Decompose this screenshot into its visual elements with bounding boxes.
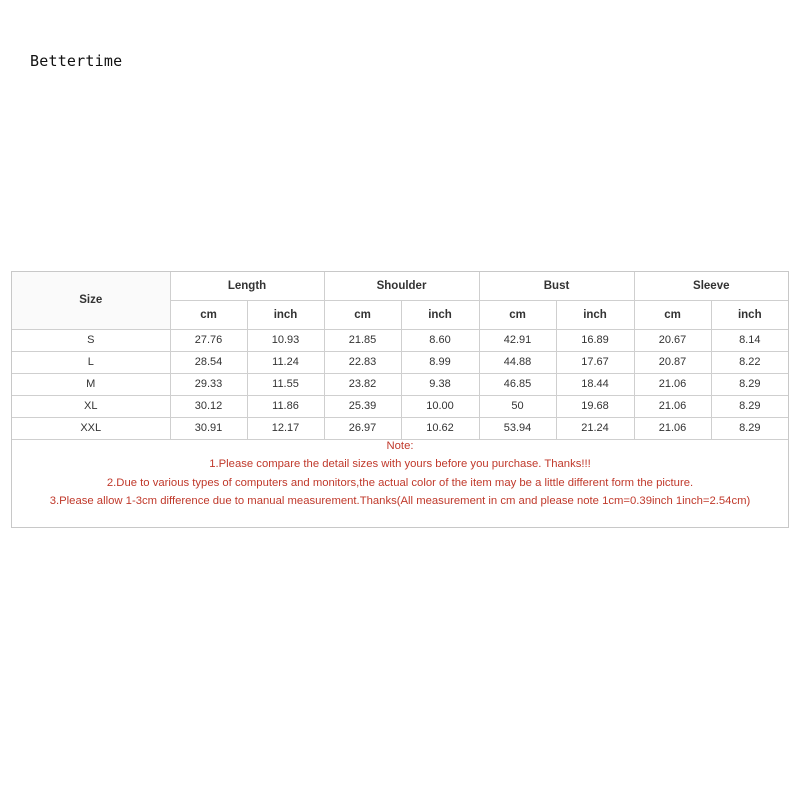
size-label-cell: XXL xyxy=(12,417,170,439)
cell-sleeve-inch: 8.29 xyxy=(711,373,788,395)
cell-shoulder-inch: 9.38 xyxy=(401,373,479,395)
header-row-groups xyxy=(12,272,788,300)
cell-shoulder-cm: 22.83 xyxy=(324,351,401,373)
cell-bust-cm: 42.91 xyxy=(479,329,556,351)
table-row xyxy=(12,329,788,351)
size-label-cell: XL xyxy=(12,395,170,417)
size-chart-sheet xyxy=(11,271,789,528)
cell-shoulder-cm: 21.85 xyxy=(324,329,401,351)
cell-sleeve-cm: 21.06 xyxy=(634,417,711,439)
cell-bust-inch: 16.89 xyxy=(556,329,634,351)
bust-group-header: Bust xyxy=(479,272,634,300)
cell-shoulder-inch: 10.00 xyxy=(401,395,479,417)
cell-sleeve-cm: 20.87 xyxy=(634,351,711,373)
unit-header-bust-cm: cm xyxy=(479,300,556,329)
cell-shoulder-inch: 8.60 xyxy=(401,329,479,351)
cell-sleeve-cm: 21.06 xyxy=(634,395,711,417)
table-row xyxy=(12,351,788,373)
note-line-2: 2.Due to various types of computers and monitors,the actual color of the item may be a little different form the picture. xyxy=(106,476,694,489)
cell-sleeve-inch: 8.29 xyxy=(711,417,788,439)
cell-length-cm: 30.91 xyxy=(170,417,247,439)
notes-title: Note: xyxy=(386,440,414,452)
cell-sleeve-cm: 20.67 xyxy=(634,329,711,351)
table-row xyxy=(12,373,788,395)
cell-length-cm: 27.76 xyxy=(170,329,247,351)
cell-length-inch: 11.24 xyxy=(247,351,324,373)
cell-length-inch: 10.93 xyxy=(247,329,324,351)
cell-bust-cm: 44.88 xyxy=(479,351,556,373)
cell-length-inch: 11.86 xyxy=(247,395,324,417)
cell-bust-cm: 46.85 xyxy=(479,373,556,395)
note-line-3: 3.Please allow 1-3cm difference due to manual measurement.Thanks(All measurement in cm and please note 1cm=0.39inch 1inch=2.54cm) xyxy=(49,495,751,508)
size-label-cell: S xyxy=(12,329,170,351)
cell-shoulder-cm: 25.39 xyxy=(324,395,401,417)
cell-length-inch: 11.55 xyxy=(247,373,324,395)
unit-header-length-cm: cm xyxy=(170,300,247,329)
cell-length-inch: 12.17 xyxy=(247,417,324,439)
size-label-cell: L xyxy=(12,351,170,373)
cell-bust-cm: 50 xyxy=(479,395,556,417)
cell-sleeve-inch: 8.22 xyxy=(711,351,788,373)
size-chart-table xyxy=(12,272,788,440)
cell-sleeve-inch: 8.29 xyxy=(711,395,788,417)
size-chart-body xyxy=(12,272,788,439)
cell-shoulder-inch: 10.62 xyxy=(401,417,479,439)
table-row xyxy=(12,395,788,417)
cell-shoulder-cm: 23.82 xyxy=(324,373,401,395)
cell-length-cm: 28.54 xyxy=(170,351,247,373)
cell-length-cm: 30.12 xyxy=(170,395,247,417)
size-label-cell: M xyxy=(12,373,170,395)
shoulder-group-header: Shoulder xyxy=(324,272,479,300)
cell-bust-cm: 53.94 xyxy=(479,417,556,439)
sleeve-group-header: Sleeve xyxy=(634,272,788,300)
brand-name: Bettertime xyxy=(30,52,123,70)
cell-shoulder-inch: 8.99 xyxy=(401,351,479,373)
cell-bust-inch: 17.67 xyxy=(556,351,634,373)
unit-header-sleeve-cm: cm xyxy=(634,300,711,329)
cell-bust-inch: 21.24 xyxy=(556,417,634,439)
cell-bust-inch: 19.68 xyxy=(556,395,634,417)
length-group-header: Length xyxy=(170,272,324,300)
cell-sleeve-cm: 21.06 xyxy=(634,373,711,395)
unit-header-shoulder-inch: inch xyxy=(401,300,479,329)
size-column-header: Size xyxy=(12,272,170,329)
note-line-1: 1.Please compare the detail sizes with yours before you purchase. Thanks!!! xyxy=(209,458,591,471)
unit-header-shoulder-cm: cm xyxy=(324,300,401,329)
unit-header-length-inch: inch xyxy=(247,300,324,329)
table-row xyxy=(12,417,788,439)
unit-header-sleeve-inch: inch xyxy=(711,300,788,329)
cell-shoulder-cm: 26.97 xyxy=(324,417,401,439)
cell-length-cm: 29.33 xyxy=(170,373,247,395)
unit-header-bust-inch: inch xyxy=(556,300,634,329)
notes-section xyxy=(12,437,788,511)
cell-sleeve-inch: 8.14 xyxy=(711,329,788,351)
cell-bust-inch: 18.44 xyxy=(556,373,634,395)
